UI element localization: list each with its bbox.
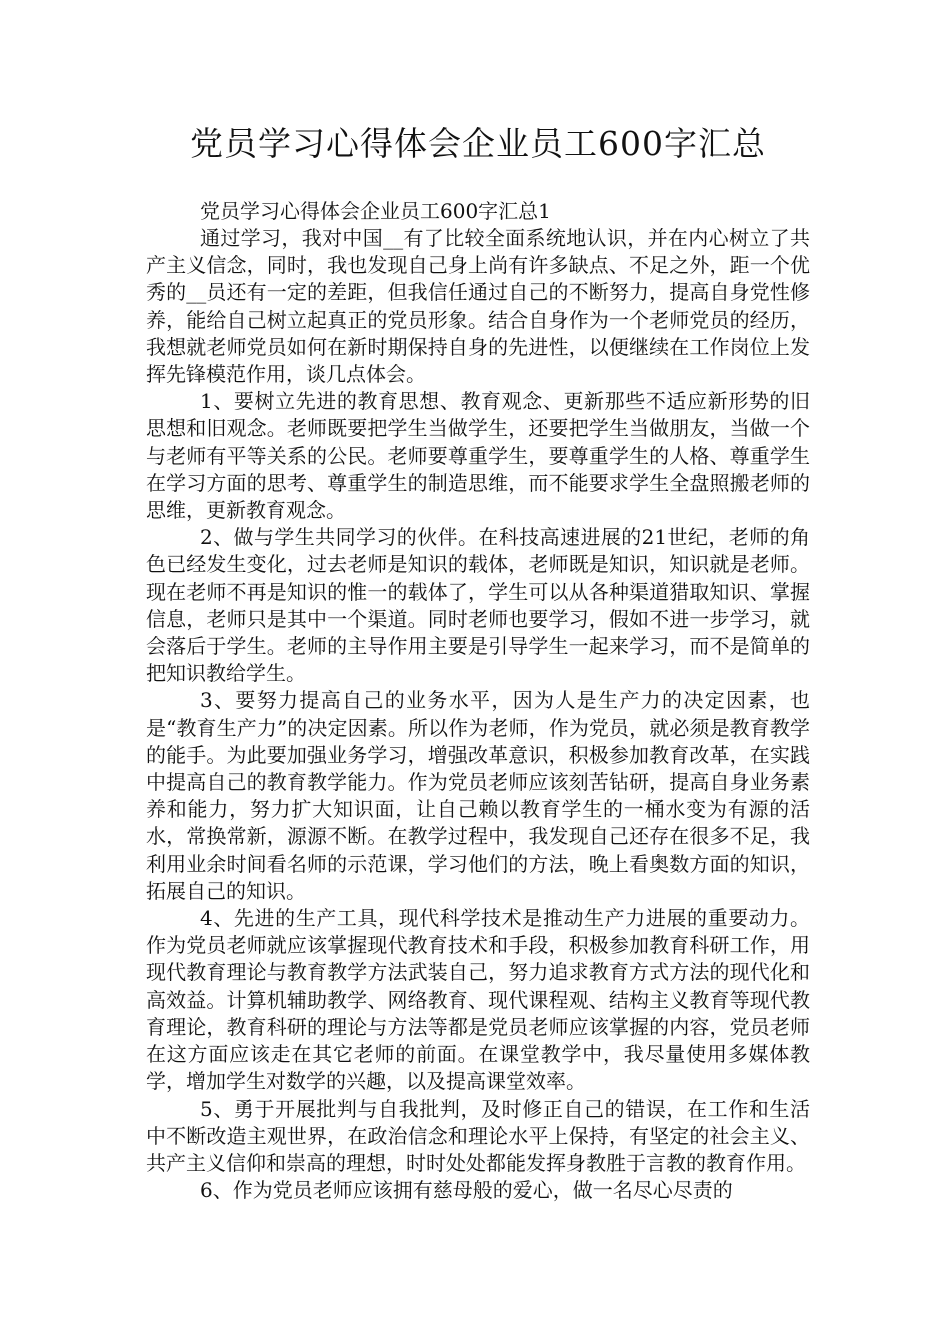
document-page [146, 120, 810, 1204]
paragraph-point-2: 2、做与学生共同学习的伙伴。在科技高速进展的21世纪，老师的角色已经发生变化，过去老师是知识的载体，老师既是知识，知识就是老师。现在老师不再是知识的惟一的载体了，学生可以从各种渠道猎取知识、掌握信息，老师只是其中一个渠道。同时老师也要学习，假如不进一步学习，就会落后于学生。老师的主导作用主要是引导学生一起来学习，而不是简单的把知识教给学生。 [146, 525, 810, 686]
document-title: 党员学习心得体会企业员工600字汇总 [190, 124, 766, 163]
paragraph-point-3: 3、要努力提高自己的业务水平，因为人是生产力的决定因素，也是“教育生产力”的决定因素。所以作为老师，作为党员，就必须是教育教学的能手。为此要加强业务学习，增强改革意识，积极参加教育改革，在实践中提高自己的教育教学能力。作为党员老师应该刻苦钻研，提高自身业务素养和能力，努力扩大知识面，让自己赖以教育学生的一桶水变为有源的活水，常换常新，源源不断。在教学过程中，我发现自己还存在很多不足，我利用业余时间看名师的示范课，学习他们的方法，晚上看奥数方面的知识，拓展自己的知识。 [146, 688, 810, 903]
paragraph-point-4: 4、先进的生产工具，现代科学技术是推动生产力进展的重要动力。作为党员老师就应该掌握现代教育技术和手段，积极参加教育科研工作，用现代教育理论与教育教学方法武装自己，努力追求教育方式方法的现代化和高效益。计算机辅助教学、网络教育、现代课程观、结构主义教育等现代教育理论，教育科研的理论与方法等都是党员老师应该掌握的内容，党员老师在这方面应该走在其它老师的前面。在课堂教学中，我尽量使用多媒体教学，增加学生对数学的兴趣，以及提高课堂效率。 [146, 906, 810, 1094]
paragraph-point-6: 6、作为党员老师应该拥有慈母般的爱心，做一名尽心尽责的 [200, 1178, 733, 1203]
section-heading: 党员学习心得体会企业员工600字汇总1 [200, 199, 551, 223]
paragraph-point-1: 1、要树立先进的教育思想、教育观念、更新那些不适应新形势的旧思想和旧观念。老师既要把学生当做学生，还要把学生当做朋友，当做一个与老师有平等关系的公民。老师要尊重学生，要尊重学生的人格、尊重学生在学习方面的思考、尊重学生的制造思维，而不能要求学生全盘照搬老师的思维，更新教育观念。 [146, 389, 810, 523]
paragraph-intro: 通过学习，我对中国__有了比较全面系统地认识，并在内心树立了共产主义信念，同时，我也发现自己身上尚有许多缺点、不足之外，距一个优秀的__员还有一定的差距，但我信任通过自己的不断努力，提高自身党性修养，能给自己树立起真正的党员形象。结合自身作为一个老师党员的经历，我想就老师党员如何在新时期保持自身的先进性，以便继续在工作岗位上发挥先锋模范作用，谈几点体会。 [146, 226, 810, 387]
paragraph-point-5: 5、勇于开展批判与自我批判，及时修正自己的错误，在工作和生活中不断改造主观世界，在政治信念和理论水平上保持，有坚定的社会主义、共产主义信仰和崇高的理想，时时处处都能发挥身教胜于言教的教育作用。 [146, 1096, 810, 1175]
